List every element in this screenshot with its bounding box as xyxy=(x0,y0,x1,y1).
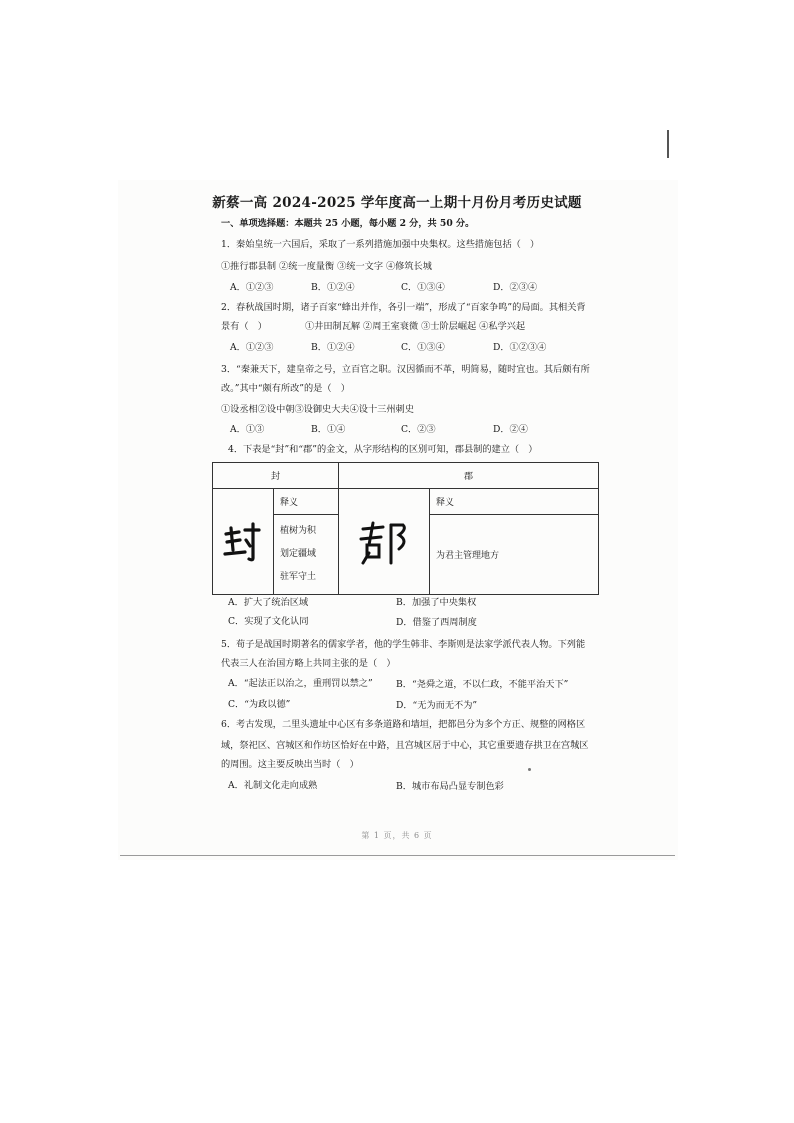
q3-option-a: A．①③ xyxy=(230,424,265,435)
q5-stem-line1: 5．荀子是战国时期著名的儒家学者，他的学生韩非、李斯则是法家学派代表人物。下列能 xyxy=(221,639,586,650)
q6-stem-line1: 6．考古发现，二里头遗址中心区有多条道路和墙垣，把都邑分为多个方正、规整的网格区 xyxy=(221,719,586,730)
q5-option-c: C．“为政以德” xyxy=(228,699,291,710)
feng-meaning-line: 驻军守土 xyxy=(280,572,317,582)
glyph-table xyxy=(212,462,599,595)
q2-option-b: B．①②④ xyxy=(311,342,355,353)
q4-option-c: C．实现了文化认同 xyxy=(228,616,309,627)
q1-option-b: B．①②④ xyxy=(311,282,355,293)
q2-option-a: A．①②③ xyxy=(230,342,274,353)
q3-stem-line1: 3．“秦兼天下，建皇帝之号，立百官之职。汉因循而不革，明简易，随时宜也。其后颇有所 xyxy=(221,364,590,375)
q2-option-c: C．①③④ xyxy=(401,342,445,353)
q6-stem-line3: 的周围。这主要反映出当时（ ） xyxy=(221,759,359,770)
q4-option-a: A．扩大了统治区域 xyxy=(228,597,309,608)
q4-option-b: B．加强了中央集权 xyxy=(396,597,477,608)
q1-option-d: D．②③④ xyxy=(493,282,538,293)
q3-stem-line2: 改。”其中“颇有所改”的是（ ） xyxy=(221,383,350,394)
page-number: 第 1 页，共 6 页 xyxy=(361,831,433,840)
jun-glyph-cell xyxy=(339,489,430,595)
q4-option-d: D．借鉴了西周制度 xyxy=(396,617,477,628)
q1-stem: 1．秦始皇统一六国后，采取了一系列措施加强中央集权。这些措施包括（ ） xyxy=(221,239,540,250)
q3-option-d: D．②④ xyxy=(493,424,528,435)
q6-stem-line2: 域，祭祀区、宫城区和作坊区恰好在中路，且宫城区居于中心，其它重要遗存拱卫在宫城区 xyxy=(221,740,589,751)
q1-items: ①推行郡县制 ②统一度量衡 ③统一文字 ④修筑长城 xyxy=(221,261,432,272)
jun-shiyi-label: 释义 xyxy=(430,489,599,515)
q6-option-a: A．礼制文化走向成熟 xyxy=(228,780,318,791)
footer-rule xyxy=(120,855,675,856)
q2-option-d: D．①②③④ xyxy=(493,342,547,353)
q5-option-a: A．“起法正以治之，重刑罚以禁之” xyxy=(228,678,373,689)
q4-stem: 4．下表是“封”和“郡”的金文，从字形结构的区别可知，郡县制的建立（ ） xyxy=(228,444,538,455)
section-heading: 一、单项选择题：本题共 25 小题，每小题 2 分，共 50 分。 xyxy=(221,218,475,229)
jun-bronze-glyph xyxy=(357,519,411,565)
q3-items: ①设丞相②设中朝③设御史大夫④设十三州刺史 xyxy=(221,404,414,415)
scan-speck xyxy=(528,768,531,771)
q3-option-b: B．①④ xyxy=(311,424,346,435)
q6-option-b: B．城市布局凸显专制色彩 xyxy=(396,781,504,792)
jun-header: 郡 xyxy=(339,463,599,489)
jun-meaning: 为君主管理地方 xyxy=(430,515,599,595)
q2-stem-line2: 景有（ ） xyxy=(221,321,267,332)
feng-glyph-cell xyxy=(213,489,274,595)
q1-option-a: A．①②③ xyxy=(230,282,274,293)
q2-items: ①井田制瓦解 ②周王室衰微 ③士阶层崛起 ④私学兴起 xyxy=(305,321,526,332)
feng-meaning-line: 植树为积 xyxy=(280,526,317,536)
feng-bronze-glyph xyxy=(223,520,263,564)
feng-shiyi-label: 释义 xyxy=(274,489,339,515)
feng-meaning-line: 划定疆域 xyxy=(280,549,317,559)
q2-stem-line1: 2．春秋战国时期，诸子百家“蜂出并作，各引一端”，形成了“百家争鸣”的局面。其相关背 xyxy=(221,302,586,313)
q5-stem-line2: 代表三人在治国方略上共同主张的是（ ） xyxy=(221,658,396,669)
q1-option-c: C．①③④ xyxy=(401,282,445,293)
exam-title: 新蔡一高 2024-2025 学年度高一上期十月份月考历史试题 xyxy=(212,195,582,211)
q5-option-d: D．“无为而无不为” xyxy=(396,700,478,711)
feng-meaning xyxy=(274,515,339,595)
q3-option-c: C．②③ xyxy=(401,424,436,435)
scan-edge-mark xyxy=(667,130,669,158)
q5-option-b: B．“尧舜之道，不以仁政，不能平治天下” xyxy=(396,679,569,690)
feng-header: 封 xyxy=(213,463,339,489)
